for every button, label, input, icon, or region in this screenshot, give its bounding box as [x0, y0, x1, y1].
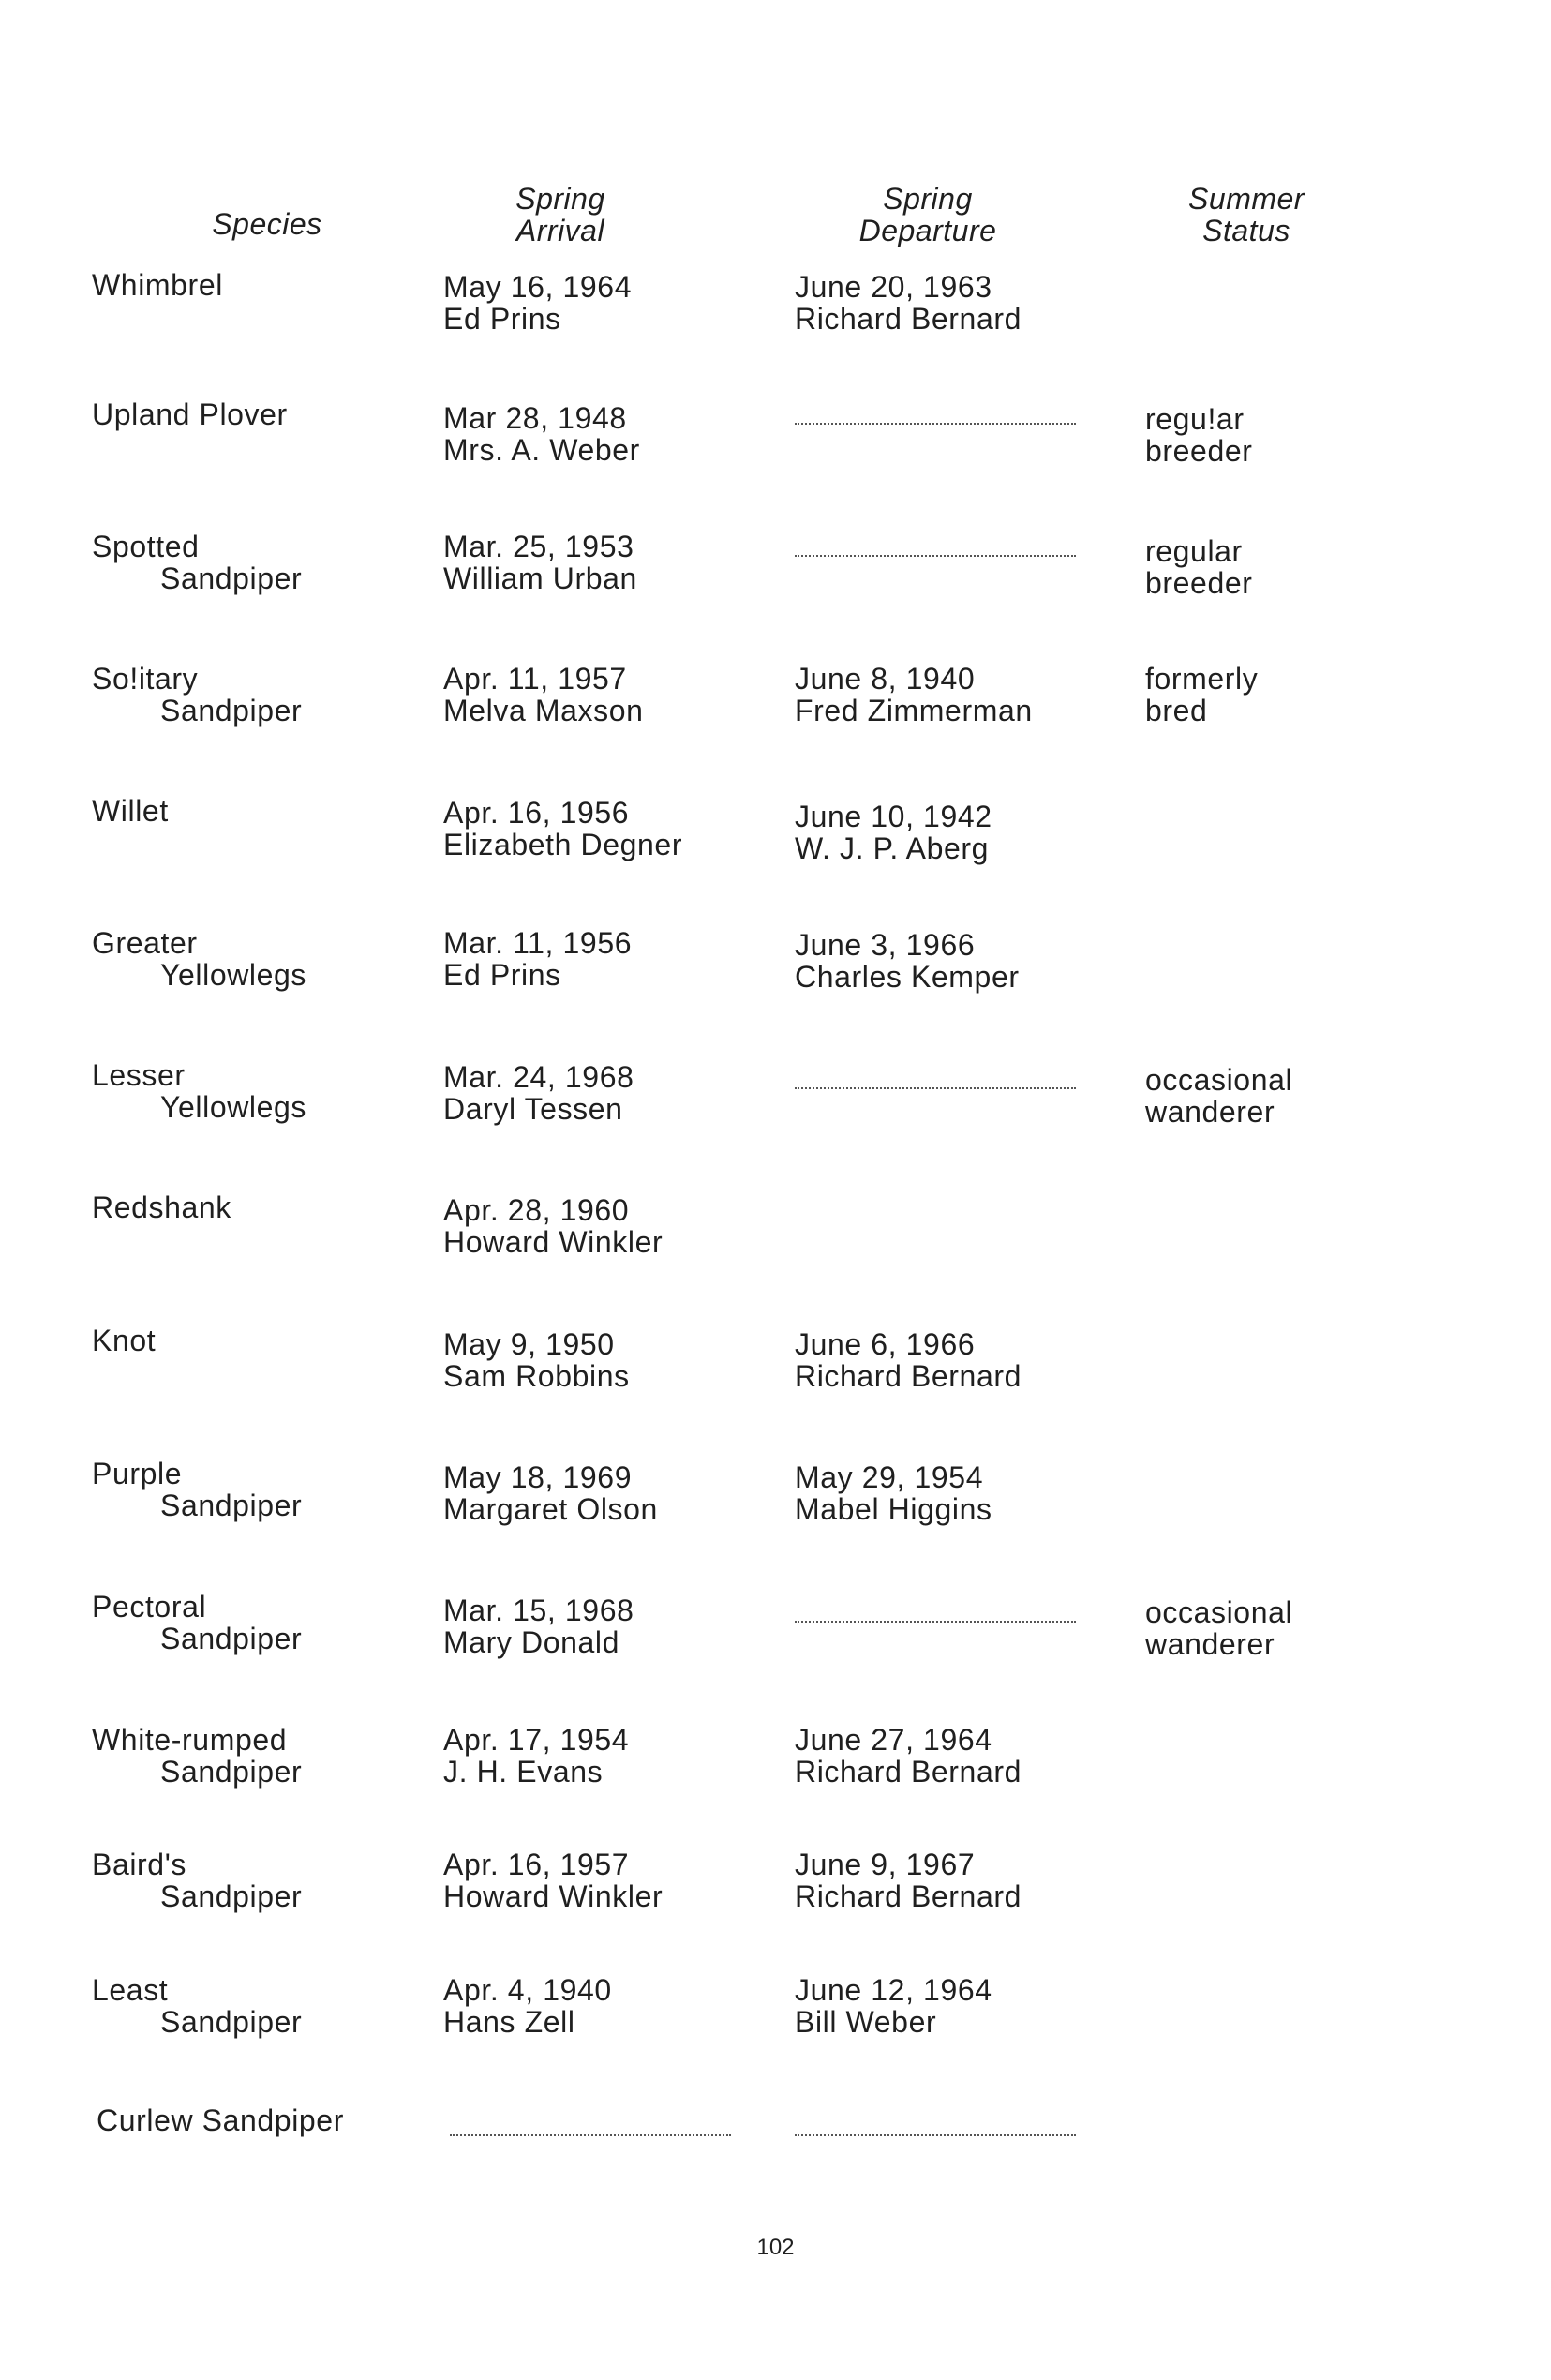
header-arrival-line1: Spring	[515, 182, 605, 216]
departure-cell	[795, 801, 992, 864]
table-row	[0, 1849, 1551, 1942]
arrival-observer: Melva Maxson	[443, 694, 644, 727]
departure-observer: W. J. P. Aberg	[795, 831, 990, 865]
status-line2: wanderer	[1145, 1095, 1275, 1129]
departure-cell	[795, 1724, 1022, 1788]
header-departure-line1: Spring	[883, 182, 973, 216]
species-cell	[92, 269, 223, 301]
species-name-line2: Yellowlegs	[160, 958, 307, 992]
species-cell	[92, 1724, 302, 1788]
arrival-cell	[443, 663, 644, 726]
arrival-observer: Ed Prins	[443, 302, 561, 336]
departure-blank-line	[795, 555, 1076, 557]
departure-observer: Fred Zimmerman	[795, 694, 1033, 727]
arrival-cell	[443, 1849, 663, 1912]
arrival-cell	[443, 402, 640, 466]
status-line1: occasional	[1145, 1595, 1293, 1629]
status-cell	[1145, 535, 1253, 599]
departure-observer: Richard Bernard	[795, 1359, 1022, 1393]
departure-cell	[795, 1328, 1022, 1392]
header-status-line2: Status	[1202, 214, 1290, 247]
species-name-line1: Redshank	[92, 1190, 231, 1224]
species-name-line2: Sandpiper	[160, 2005, 303, 2039]
status-line2: breeder	[1145, 566, 1253, 600]
header-status-line1: Summer	[1188, 182, 1305, 216]
species-name-line1: Greater	[92, 926, 198, 960]
header-summer-status	[1115, 183, 1378, 247]
status-line2: wanderer	[1145, 1627, 1275, 1661]
arrival-date: Apr. 17, 1954	[443, 1723, 630, 1757]
arrival-cell	[443, 1194, 663, 1258]
arrival-observer: Howard Winkler	[443, 1879, 664, 1913]
arrival-observer: Mrs. A. Weber	[443, 433, 640, 467]
departure-date: June 12, 1964	[795, 1973, 992, 2007]
header-departure-line2: Departure	[858, 214, 997, 247]
arrival-observer: Margaret Olson	[443, 1492, 658, 1526]
arrival-observer: Daryl Tessen	[443, 1092, 623, 1126]
arrival-date: May 9, 1950	[443, 1327, 615, 1361]
arrival-cell	[443, 1724, 629, 1788]
arrival-observer: J. H. Evans	[443, 1755, 604, 1789]
species-cell	[92, 398, 288, 430]
departure-cell	[795, 1974, 992, 2038]
departure-date: June 3, 1966	[795, 928, 976, 962]
species-cell	[92, 1974, 302, 2038]
arrival-date: Apr. 16, 1957	[443, 1848, 630, 1881]
species-cell	[92, 1849, 302, 1912]
departure-cell	[795, 1849, 1022, 1912]
arrival-cell	[443, 271, 632, 335]
status-cell	[1145, 663, 1258, 726]
departure-date: June 10, 1942	[795, 800, 992, 833]
departure-observer: Bill Weber	[795, 2005, 937, 2039]
table-row	[0, 663, 1551, 756]
status-line2: breeder	[1145, 434, 1253, 468]
status-cell	[1145, 403, 1253, 467]
arrival-observer: Hans Zell	[443, 2005, 575, 2039]
species-cell	[92, 1458, 302, 1521]
arrival-cell	[443, 531, 637, 594]
arrival-date: Mar. 15, 1968	[443, 1594, 634, 1627]
species-name-line2: Sandpiper	[160, 1489, 303, 1522]
table-row	[0, 927, 1551, 1021]
arrival-observer: Howard Winkler	[443, 1225, 664, 1259]
departure-blank-line	[795, 1621, 1076, 1623]
status-line2: bred	[1145, 694, 1208, 727]
arrival-observer: Elizabeth Degner	[443, 828, 683, 861]
table-row	[0, 1059, 1551, 1153]
species-cell	[97, 2104, 344, 2136]
status-line1: formerly	[1145, 662, 1259, 696]
arrival-date: Apr. 4, 1940	[443, 1973, 612, 2007]
species-name-line1: Spotted	[92, 530, 200, 563]
departure-date: June 27, 1964	[795, 1723, 992, 1757]
header-spring-arrival	[420, 183, 701, 247]
departure-date: June 9, 1967	[795, 1848, 976, 1881]
arrival-cell	[443, 927, 632, 991]
header-arrival-line2: Arrival	[515, 214, 605, 247]
table-row	[0, 2104, 1551, 2198]
species-name-line1: White-rumped	[92, 1723, 288, 1757]
species-name-line1: Purple	[92, 1457, 183, 1490]
table-row	[0, 531, 1551, 624]
species-name-line1: Upland Plover	[92, 397, 288, 431]
species-name-line1: Whimbrel	[92, 268, 223, 302]
species-name-line2: Yellowlegs	[160, 1090, 307, 1124]
arrival-cell	[443, 1328, 630, 1392]
status-line1: occasional	[1145, 1063, 1293, 1097]
arrival-cell	[443, 1594, 634, 1658]
arrival-cell	[443, 1061, 634, 1125]
species-cell	[92, 1059, 306, 1123]
species-name-line1: Least	[92, 1973, 169, 2007]
departure-date: June 6, 1966	[795, 1327, 976, 1361]
departure-blank-line	[795, 423, 1076, 425]
arrival-date: Mar. 11, 1956	[443, 926, 633, 960]
species-cell	[92, 531, 302, 594]
species-name-line1: Pectoral	[92, 1590, 207, 1624]
arrival-observer: William Urban	[443, 561, 637, 595]
arrival-observer: Ed Prins	[443, 958, 561, 992]
species-cell	[92, 1191, 231, 1223]
status-cell	[1145, 1596, 1292, 1660]
arrival-cell	[443, 797, 682, 861]
status-line1: regular	[1145, 534, 1243, 568]
departure-observer: Mabel Higgins	[795, 1492, 992, 1526]
departure-observer: Richard Bernard	[795, 1755, 1022, 1789]
arrival-date: May 16, 1964	[443, 270, 633, 304]
departure-cell	[795, 663, 1033, 726]
species-name-line2: Sandpiper	[160, 1755, 303, 1789]
departure-observer: Charles Kemper	[795, 960, 1020, 994]
arrival-date: Mar. 24, 1968	[443, 1060, 634, 1094]
species-name-line1: Knot	[92, 1324, 157, 1357]
departure-observer: Richard Bernard	[795, 302, 1022, 336]
departure-date: June 8, 1940	[795, 662, 976, 696]
table-row	[0, 398, 1551, 492]
species-name-line2: Sandpiper	[160, 1622, 303, 1655]
departure-cell	[795, 929, 1020, 993]
table-row	[0, 1974, 1551, 2068]
species-name-line2: Sandpiper	[160, 694, 303, 727]
arrival-date: May 18, 1969	[443, 1460, 633, 1494]
arrival-date: Apr. 16, 1956	[443, 796, 630, 830]
species-cell	[92, 795, 169, 827]
species-cell	[92, 927, 306, 991]
arrival-observer: Sam Robbins	[443, 1359, 630, 1393]
arrival-date: Apr. 11, 1957	[443, 662, 627, 696]
header-spring-departure	[768, 183, 1087, 247]
species-name-line1: Baird's	[92, 1848, 187, 1881]
species-name-line1: Willet	[92, 794, 169, 828]
table-row	[0, 1325, 1551, 1418]
departure-date: June 20, 1963	[795, 270, 992, 304]
table-row	[0, 1458, 1551, 1551]
status-line1: regu!ar	[1145, 402, 1245, 436]
departure-cell	[795, 1461, 992, 1525]
page-number: 102	[756, 2235, 795, 2260]
table-row	[0, 1591, 1551, 1684]
departure-date: May 29, 1954	[795, 1460, 984, 1494]
departure-cell	[795, 271, 1022, 335]
species-name-line1: Curlew Sandpiper	[97, 2103, 344, 2137]
table-row	[0, 1191, 1551, 1285]
arrival-date: Mar. 25, 1953	[443, 530, 634, 563]
arrival-cell	[443, 1974, 612, 2038]
arrival-date: Apr. 28, 1960	[443, 1193, 630, 1227]
species-name-line2: Sandpiper	[160, 561, 303, 595]
species-name-line1: So!itary	[92, 662, 199, 696]
arrival-observer: Mary Donald	[443, 1625, 620, 1659]
species-name-line2: Sandpiper	[160, 1879, 303, 1913]
table-row	[0, 1724, 1551, 1818]
status-cell	[1145, 1064, 1292, 1128]
species-cell	[92, 1591, 302, 1654]
departure-blank-line	[795, 1087, 1076, 1089]
departure-blank-line	[795, 2134, 1076, 2136]
species-name-line1: Lesser	[92, 1058, 186, 1092]
table-row	[0, 795, 1551, 889]
departure-observer: Richard Bernard	[795, 1879, 1022, 1913]
species-cell	[92, 663, 302, 726]
header-species	[141, 208, 394, 240]
table-row	[0, 269, 1551, 363]
species-cell	[92, 1325, 156, 1356]
arrival-cell	[443, 1461, 658, 1525]
arrival-date: Mar 28, 1948	[443, 401, 627, 435]
header-species-label: Species	[212, 207, 322, 241]
arrival-blank-line	[450, 2134, 731, 2136]
